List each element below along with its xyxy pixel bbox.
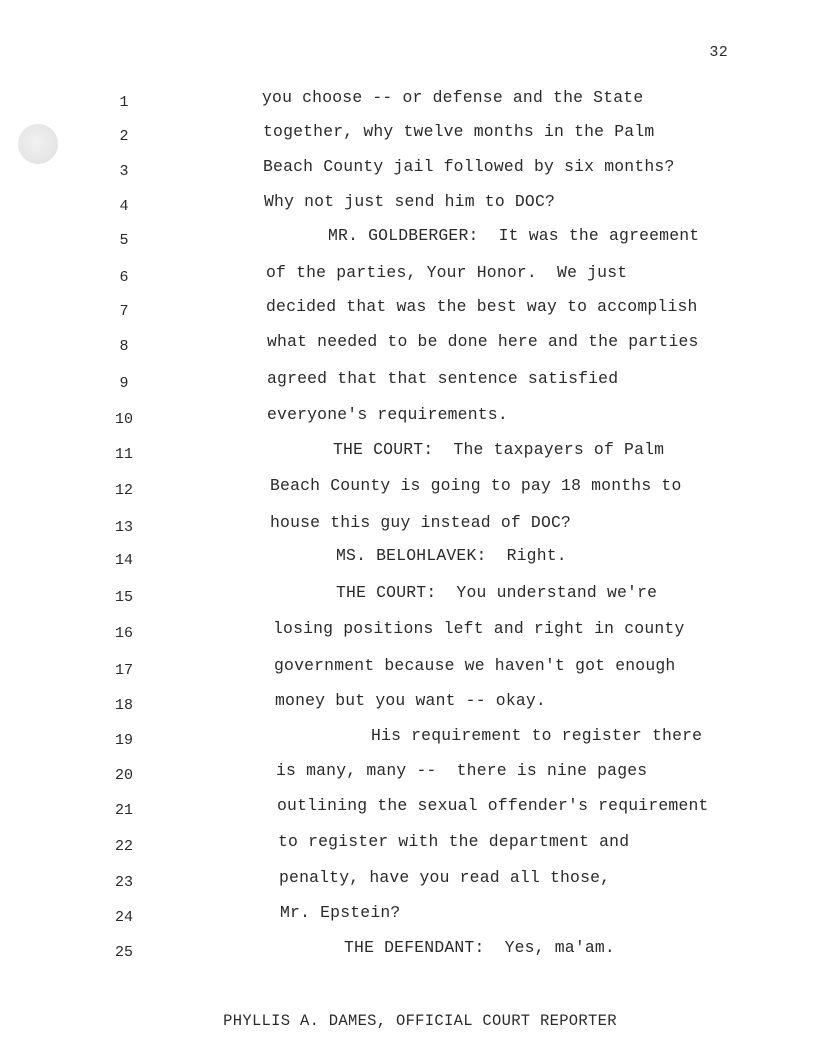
- court-reporter-footer: PHYLLIS A. DAMES, OFFICIAL COURT REPORTER: [223, 1012, 617, 1030]
- transcript-line: [0, 726, 816, 756]
- transcript-line: [0, 868, 816, 898]
- transcript-line: [0, 513, 816, 543]
- line-text: His requirement to register there: [371, 726, 703, 745]
- line-text: THE DEFENDANT: Yes, ma'am.: [344, 938, 615, 957]
- transcript-line: [0, 263, 816, 293]
- line-number: 7: [119, 303, 129, 320]
- transcript-line: [0, 832, 816, 862]
- transcript-line: [0, 369, 816, 399]
- line-text: THE COURT: The taxpayers of Palm: [333, 440, 665, 459]
- transcript-line: [0, 656, 816, 686]
- line-number: 14: [114, 552, 133, 569]
- line-text: penalty, have you read all those,: [279, 868, 611, 887]
- line-text: Mr. Epstein?: [280, 903, 401, 922]
- line-text: to register with the department and: [278, 832, 630, 851]
- line-text: Why not just send him to DOC?: [264, 192, 556, 211]
- transcript-line: [0, 691, 816, 721]
- transcript-line: [0, 192, 816, 222]
- transcript-line: [0, 297, 816, 327]
- transcript-line: [0, 583, 816, 613]
- line-text: money but you want -- okay.: [275, 691, 546, 710]
- line-number: 16: [114, 625, 133, 642]
- line-number: 21: [114, 802, 133, 819]
- line-text: everyone's requirements.: [267, 405, 508, 424]
- line-number: 3: [119, 163, 129, 180]
- page-number: 32: [709, 44, 728, 61]
- line-text: agreed that that sentence satisfied: [267, 369, 619, 388]
- line-text: together, why twelve months in the Palm: [263, 122, 655, 141]
- line-number: 25: [114, 944, 133, 961]
- line-number: 1: [119, 94, 129, 111]
- line-number: 8: [119, 338, 129, 355]
- line-number: 5: [119, 232, 129, 249]
- line-number: 15: [114, 589, 133, 606]
- transcript-line: [0, 157, 816, 187]
- line-text: what needed to be done here and the parties: [267, 332, 699, 351]
- line-text: of the parties, Your Honor. We just: [266, 263, 628, 282]
- line-number: 18: [114, 697, 133, 714]
- line-number: 10: [114, 411, 133, 428]
- line-number: 11: [114, 446, 133, 463]
- transcript-line: [0, 440, 816, 470]
- line-text: government because we haven't got enough: [274, 656, 676, 675]
- transcript-line: [0, 226, 816, 256]
- transcript-line: [0, 938, 816, 968]
- transcript-line: [0, 122, 816, 152]
- line-text: THE COURT: You understand we're: [336, 583, 658, 602]
- line-number: 17: [114, 662, 133, 679]
- line-number: 23: [114, 874, 133, 891]
- line-number: 6: [119, 269, 129, 286]
- line-number: 13: [114, 519, 133, 536]
- line-text: decided that was the best way to accomplish: [266, 297, 698, 316]
- transcript-line: [0, 332, 816, 362]
- transcript-line: [0, 405, 816, 435]
- line-text: Beach County is going to pay 18 months to: [270, 476, 682, 495]
- line-number: 4: [119, 198, 129, 215]
- transcript-line: [0, 619, 816, 649]
- line-text: Beach County jail followed by six months?: [263, 157, 675, 176]
- transcript-line: [0, 476, 816, 506]
- line-number: 20: [114, 767, 133, 784]
- line-text: outlining the sexual offender's requirement: [277, 796, 709, 815]
- line-number: 22: [114, 838, 133, 855]
- line-text: losing positions left and right in county: [273, 619, 685, 638]
- transcript-line: [0, 88, 816, 118]
- line-number: 9: [119, 375, 129, 392]
- transcript-line: [0, 903, 816, 933]
- transcript-line: [0, 761, 816, 791]
- line-number: 24: [114, 909, 133, 926]
- line-text: is many, many -- there is nine pages: [276, 761, 648, 780]
- line-number: 12: [114, 482, 133, 499]
- line-text: you choose -- or defense and the State: [262, 88, 644, 107]
- line-number: 2: [119, 128, 129, 145]
- transcript-line: [0, 796, 816, 826]
- line-text: MR. GOLDBERGER: It was the agreement: [328, 226, 700, 245]
- line-text: MS. BELOHLAVEK: Right.: [336, 546, 567, 565]
- line-number: 19: [114, 732, 133, 749]
- transcript-line: [0, 546, 816, 576]
- line-text: house this guy instead of DOC?: [270, 513, 572, 532]
